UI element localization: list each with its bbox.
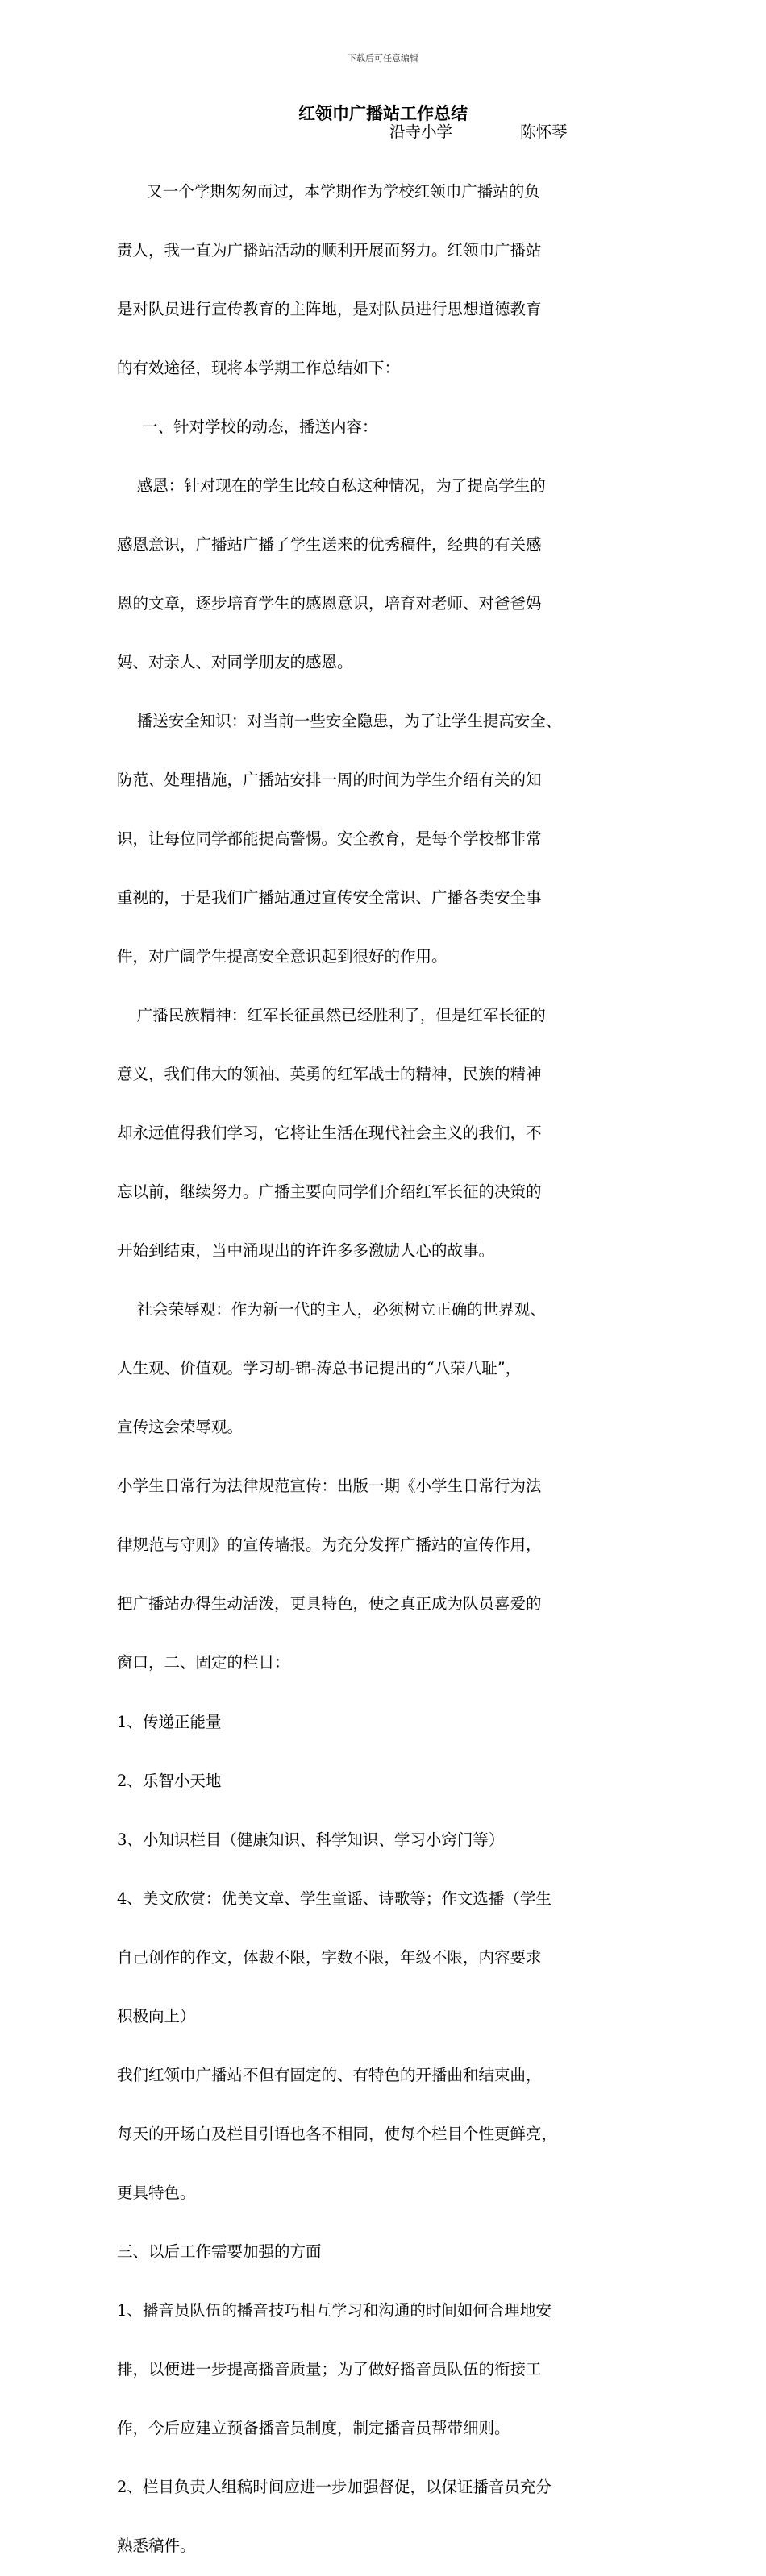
body-line: 识，让每位同学都能提高警惕。安全教育，是每个学校都非常 (117, 829, 542, 849)
body-line: 的有效途径，现将本学期工作总结如下： (117, 358, 401, 377)
body-line: 却永远值得我们学习，它将让生活在现代社会主义的我们，不 (117, 1124, 542, 1143)
body-line: 积极向上） (117, 2006, 196, 2025)
list-item: 4、美文欣赏：优美文章、学生童谣、诗歌等；作文选播（学生 (117, 1888, 552, 1908)
section-heading: 一、针对学校的动态，播送内容： (117, 417, 378, 436)
list-item: 3、小知识栏目（健康知识、科学知识、学习小窍门等） (117, 1830, 505, 1849)
body-line: 感恩意识，广播站广播了学生送来的优秀稿件，经典的有关感 (117, 534, 542, 554)
body-line: 窗口，二、固定的栏目： (117, 1653, 290, 1672)
body-line: 小学生日常行为法律规范宣传：出版一期《小学生日常行为法 (117, 1477, 542, 1496)
body-line: 妈、对亲人、对同学朋友的感恩。 (117, 652, 353, 671)
body-line: 播送安全知识：对当前一些安全隐患，为了让学生提高安全、 (117, 711, 562, 730)
body-line: 社会荣辱观：作为新一代的主人，必须树立正确的世界观、 (117, 1300, 546, 1319)
body-line: 恩的文章，逐步培育学生的感恩意识，培育对老师、对爸爸妈 (117, 593, 542, 613)
body-line: 人生观、价值观。学习胡-锦-涛总书记提出的“八荣八耻”， (117, 1359, 522, 1378)
body-line: 作，今后应建立预备播音员制度，制定播音员帮带细则。 (117, 2418, 510, 2437)
page-header-note: 下载后可任意编辑 (348, 53, 418, 64)
body-line: 把广播站办得生动活泼，更具特色，使之真正成为队员喜爱的 (117, 1594, 542, 1614)
list-item: 1、传递正能量 (117, 1712, 222, 1731)
document-title: 红领巾广播站工作总结 (298, 103, 468, 123)
body-line: 排，以便进一步提高播音质量；为了做好播音员队伍的衔接工 (117, 2359, 542, 2379)
body-line: 感恩：针对现在的学生比较自私这种情况，为了提高学生的 (117, 476, 546, 495)
byline-school: 沿寺小学 (389, 123, 453, 141)
body-line: 件，对广阔学生提高安全意识起到很好的作用。 (117, 947, 448, 966)
body-line: 每天的开场白及栏目引语也各不相同，使每个栏目个性更鲜亮， (117, 2124, 558, 2143)
byline (389, 121, 568, 143)
body-line: 又一个学期匆匆而过，本学期作为学校红领巾广播站的负 (117, 181, 540, 201)
body-line: 重视的，于是我们广播站通过宣传安全常识、广播各类安全事 (117, 888, 542, 908)
byline-author: 陈怀琴 (520, 123, 568, 141)
body-line: 我们红领巾广播站不但有固定的、有特色的开播曲和结束曲， (117, 2065, 542, 2084)
body-line: 熟悉稿件。 (117, 2536, 196, 2555)
body-line: 责人，我一直为广播站活动的顺利开展而努力。红领巾广播站 (117, 240, 542, 260)
body-line: 开始到结束，当中涌现出的许许多多激励人心的故事。 (117, 1241, 495, 1261)
body-line: 是对队员进行宣传教育的主阵地，是对队员进行思想道德教育 (117, 299, 542, 318)
document-body (117, 143, 665, 2576)
body-line: 宣传这会荣辱观。 (117, 1418, 244, 1437)
body-line: 律规范与守则》的宣传墙报。为充分发挥广播站的宣传作用， (117, 1535, 542, 1555)
list-item: 1、播音员队伍的播音技巧相互学习和沟通的时间如何合理地安 (117, 2300, 552, 2320)
body-line: 自己创作的作文，体裁不限，字数不限，年级不限，内容要求 (117, 1947, 542, 1967)
section-heading: 三、以后工作需要加强的方面 (117, 2242, 322, 2261)
body-line: 忘以前，继续努力。广播主要向同学们介绍红军长征的决策的 (117, 1182, 542, 1202)
body-line: 防范、处理措施，广播站安排一周的时间为学生介绍有关的知 (117, 771, 542, 789)
body-line: 更具特色。 (117, 2183, 196, 2202)
body-line: 广播民族精神：红军长征虽然已经胜利了，但是红军长征的 (117, 1006, 546, 1025)
body-line: 意义，我们伟大的领袖、英勇的红军战士的精神，民族的精神 (117, 1065, 542, 1084)
list-item: 2、乐智小天地 (117, 1771, 222, 1790)
list-item: 2、栏目负责人组稿时间应进一步加强督促，以保证播音员充分 (117, 2477, 552, 2496)
